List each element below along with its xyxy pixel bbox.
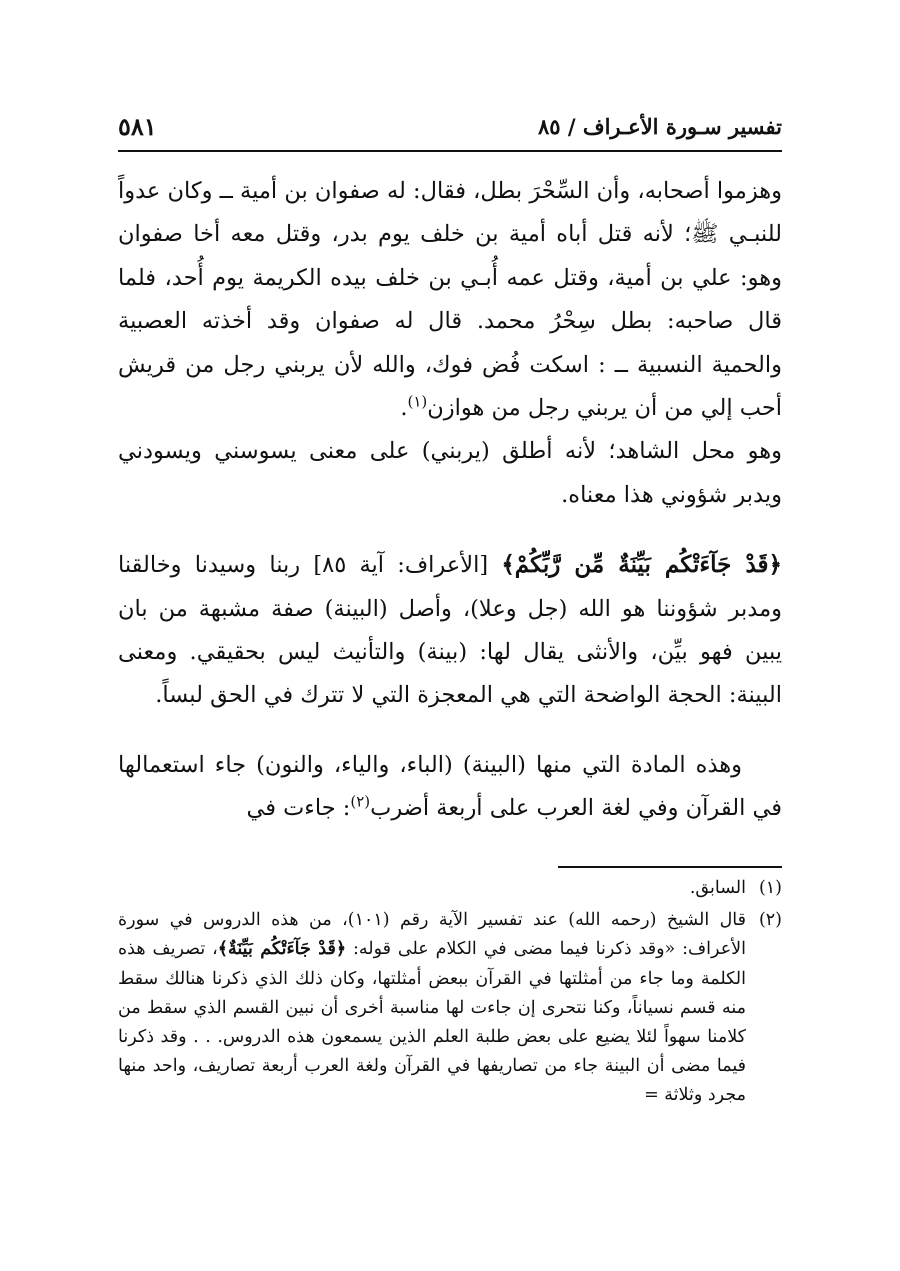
footnote-2-marker: (٢)	[758, 910, 782, 931]
footnote-ref-1[interactable]: (١)	[407, 392, 428, 411]
paragraph-4	[118, 744, 782, 831]
paragraph-4-end: : جاءت في	[246, 795, 351, 822]
footnote-2-text-b: ، تصريف هذه الكلمة وما جاء من أمثلتها في القرآن ببعض أمثلتها، وكان ذلك الذي ذكرنا هنالك سقط منه قسم نسياناً، وكنا نتحرى إن جاءت لها مناسبة أخرى أن نبين القسم الذي سقط من كلامنا سهواً لئلا يضيع على بعض طلبة العلم الذين يسمعون هذه الدروس. . . وقد ذكرنا فيما مضى أن البينة جاء من تصاريفها في القرآن ولغة العرب أربعة تصاريف، واحد منها مجرد وثلاثة =	[118, 939, 746, 1106]
footnote-1	[118, 874, 782, 903]
footnotes	[118, 874, 782, 1111]
quran-verse: ﴿قَدْ جَآءَتْكُم بَيِّنَةٌ مِّن رَّبِّكُمْ﴾	[501, 551, 782, 579]
footnote-separator	[558, 866, 782, 868]
header-rule	[118, 150, 782, 152]
footnote-ref-2[interactable]: (٢)	[350, 792, 371, 811]
paragraph-4-text: وهذه المادة التي منها (البينة) (الباء، والياء، والنون) جاء استعمالها في القرآن وفي لغة العرب على أربعة أضرب	[118, 751, 782, 822]
footnote-2-text	[118, 906, 746, 1110]
paragraph-1	[118, 170, 782, 430]
paragraph-3-text: [الأعراف: آية ٨٥] ربنا وسيدنا وخالقنا ومدبر شؤوننا هو الله (جل وعلا)، وأصل (البينة) صفة مشبهة من بان يبين فهو بيِّن، والأنثى يقال لها: (بينة) والتأنيث ليس بحقيقي. ومعنى البينة: الحجة الواضحة التي هي المعجزة التي لا تترك في الحق لبساً.	[118, 552, 782, 709]
paragraph-1-text: وهزموا أصحابه، وأن السِّحْرَ بطل، فقال: له صفوان بن أمية ــ وكان عدواً للنبـي ﷺ؛ لأنه قتل أباه أمية بن خلف يوم بدر، وقتل معه أخا صفوان وهو: علي بن أمية، وقتل عمه أُبـي بن خلف بيده الكريمة يوم أُحد، فلما قال صاحبه: بطل سِحْرُ محمد. قال له صفوان وقد أخذته العصبية والحمية النسبية ــ : اسكت فُض فوك، والله لأن يربني رجل من قريش أحب إلي من أن يربني رجل من هوازن	[118, 178, 782, 422]
page-header	[118, 108, 782, 148]
page-number: ٥٨١	[118, 112, 157, 141]
paragraph-1-end: .	[400, 395, 408, 422]
running-title: تفسير سـورة الأعـراف / ٨٥	[537, 114, 782, 139]
main-text	[118, 170, 782, 831]
paragraph-3	[118, 543, 782, 718]
paragraph-2: وهو محل الشاهد؛ لأنه أطلق (يربني) على معنى يسوسني ويسودني ويدبر شؤوني هذا معناه.	[118, 438, 782, 508]
footnote-2-verse: ﴿قَدْ جَآءَتْكُم بَيِّنَةٌ﴾	[217, 939, 347, 960]
footnote-2	[118, 906, 782, 1110]
footnote-1-marker: (١)	[758, 878, 782, 898]
footnote-2-text-a: قال الشيخ (رحمه الله) عند تفسير الآية رقم (١٠١)، من هذه الدروس في سورة الأعراف: «وقد ذكرنا فيما مضى في الكلام على قوله:	[118, 910, 747, 960]
footnote-1-text: السابق.	[689, 878, 746, 898]
